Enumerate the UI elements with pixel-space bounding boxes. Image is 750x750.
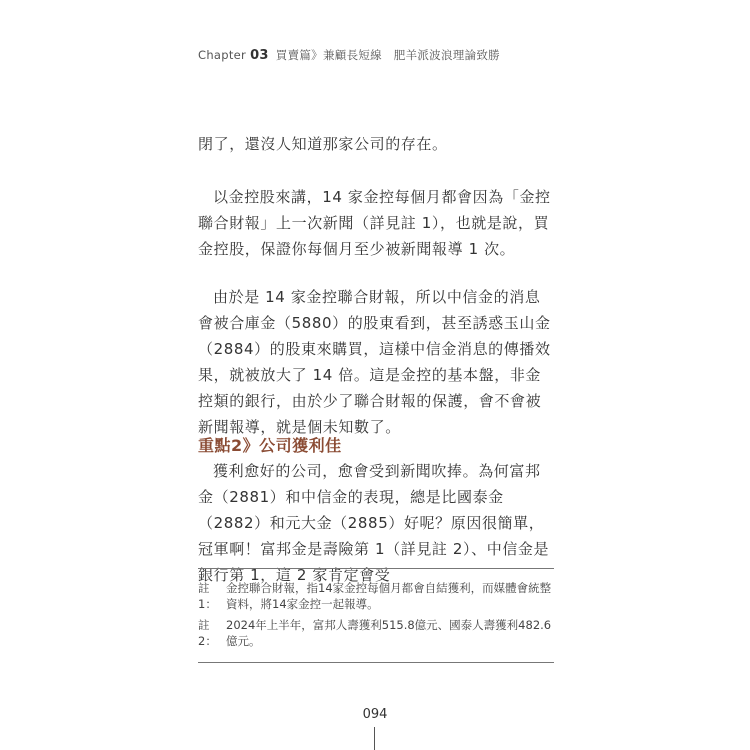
chapter-number: 03 [250,48,269,63]
footnote-label: 註1： [198,581,217,611]
chapter-word: Chapter [198,48,247,62]
paragraph-2: 以金控股來講，14 家金控每個月都會因為「金控聯合財報」上一次新聞（詳見註 1），也就是說，買金控股，保證你每個月至少被新聞報導 1 次。 [198,188,551,258]
page-number: 094 [362,707,388,722]
footnote-2 [198,617,554,649]
paragraph-4: 獲利愈好的公司，愈會受到新聞吹捧。為何富邦金（2881）和中信金的表現，總是比國泰金（2882）和元大金（2885）好呢？原因很簡單，冠軍啊！富邦金是壽險第 1（詳見註 2）、中信金是銀行第 1，這 2 家肯定會受 [198,462,550,584]
footnote-divider-top [198,568,554,569]
paragraph-3: 由於是 14 家金控聯合財報，所以中信金的消息會被合庫金（5880）的股東看到，甚至誘惑玉山金（2884）的股東來購買，這樣中信金消息的傳播效果，就被放大了 14 倍。這是金控的基本盤，非金控類的銀行，由於少了聯合財報的保護，會不會被新聞報導，就是個未知數了。 [198,288,551,436]
chapter-title: 買賣篇》兼顧長短線 肥羊派波浪理論致勝 [275,48,500,62]
footnote-divider-bottom [198,662,554,663]
footnote-label: 註2： [198,618,217,648]
page-marker-line [374,727,375,750]
section-heading: 重點2》公司獲利佳 [198,436,342,455]
running-header [198,47,500,63]
paragraph-1: 閉了，還沒人知道那家公司的存在。 [198,135,448,153]
footnotes [198,580,554,654]
footnote-1 [198,580,554,612]
footnote-text: 金控聯合財報，指14家金控每個月都會自結獲利，而媒體會統整資料，將14家金控一起報導。 [226,581,552,611]
footnote-text: 2024年上半年，富邦人壽獲利515.8億元、國泰人壽獲利482.6億元。 [226,618,552,648]
